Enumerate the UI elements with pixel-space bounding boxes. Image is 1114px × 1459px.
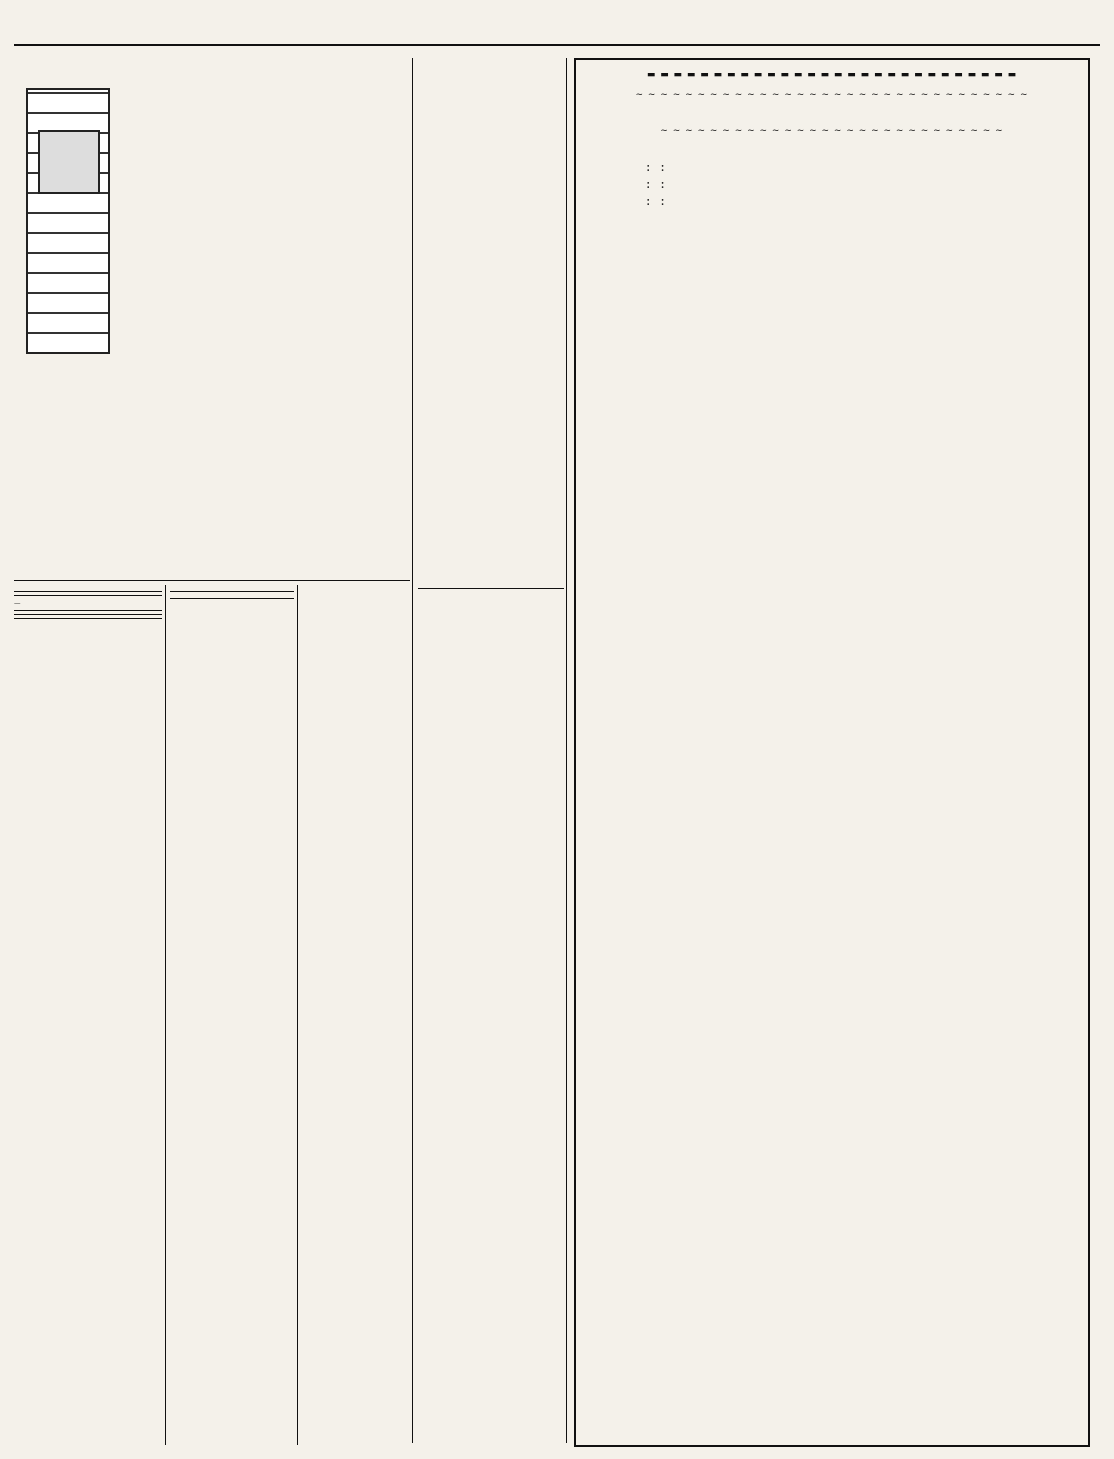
deco-rule: ▬ ▬ ▬ ▬ ▬ ▬ ▬ ▬ ▬ ▬ ▬ ▬ ▬ ▬ ▬ ▬ ▬ ▬ ▬ ▬ ▬ ▬ ▬ ▬ ▬ ▬ ▬ ▬ xyxy=(646,70,1018,80)
column-a xyxy=(14,588,162,1448)
term-row: : : xyxy=(646,194,665,209)
furniture-ad xyxy=(14,58,414,68)
deco-rule-2: ~ ~ ~ ~ ~ ~ ~ ~ ~ ~ ~ ~ ~ ~ ~ ~ ~ ~ ~ ~ ~ ~ ~ ~ ~ ~ ~ ~ ~ ~ ~ ~ xyxy=(635,90,1029,100)
column-rule-1b xyxy=(165,585,166,1445)
concert-venue: — xyxy=(14,599,21,607)
war-loan-ad xyxy=(574,58,1090,1447)
ad-bottom-rule xyxy=(14,580,410,581)
column-b xyxy=(170,588,294,1448)
roll-top-list xyxy=(418,58,564,584)
term-row: : : xyxy=(646,177,665,192)
term-row: : : xyxy=(646,160,665,175)
column-d xyxy=(418,585,564,1445)
header-rule xyxy=(14,44,1100,46)
column-rule-3 xyxy=(566,58,567,1443)
column-c xyxy=(300,585,412,1445)
cabinet-illustration xyxy=(26,88,110,354)
deco-rule-3: ~ ~ ~ ~ ~ ~ ~ ~ ~ ~ ~ ~ ~ ~ ~ ~ ~ ~ ~ ~ ~ ~ ~ ~ ~ ~ ~ ~ xyxy=(660,126,1004,136)
terms-table xyxy=(630,158,681,211)
column-rule-1 xyxy=(412,58,413,1443)
column-rule-2 xyxy=(297,585,298,1445)
